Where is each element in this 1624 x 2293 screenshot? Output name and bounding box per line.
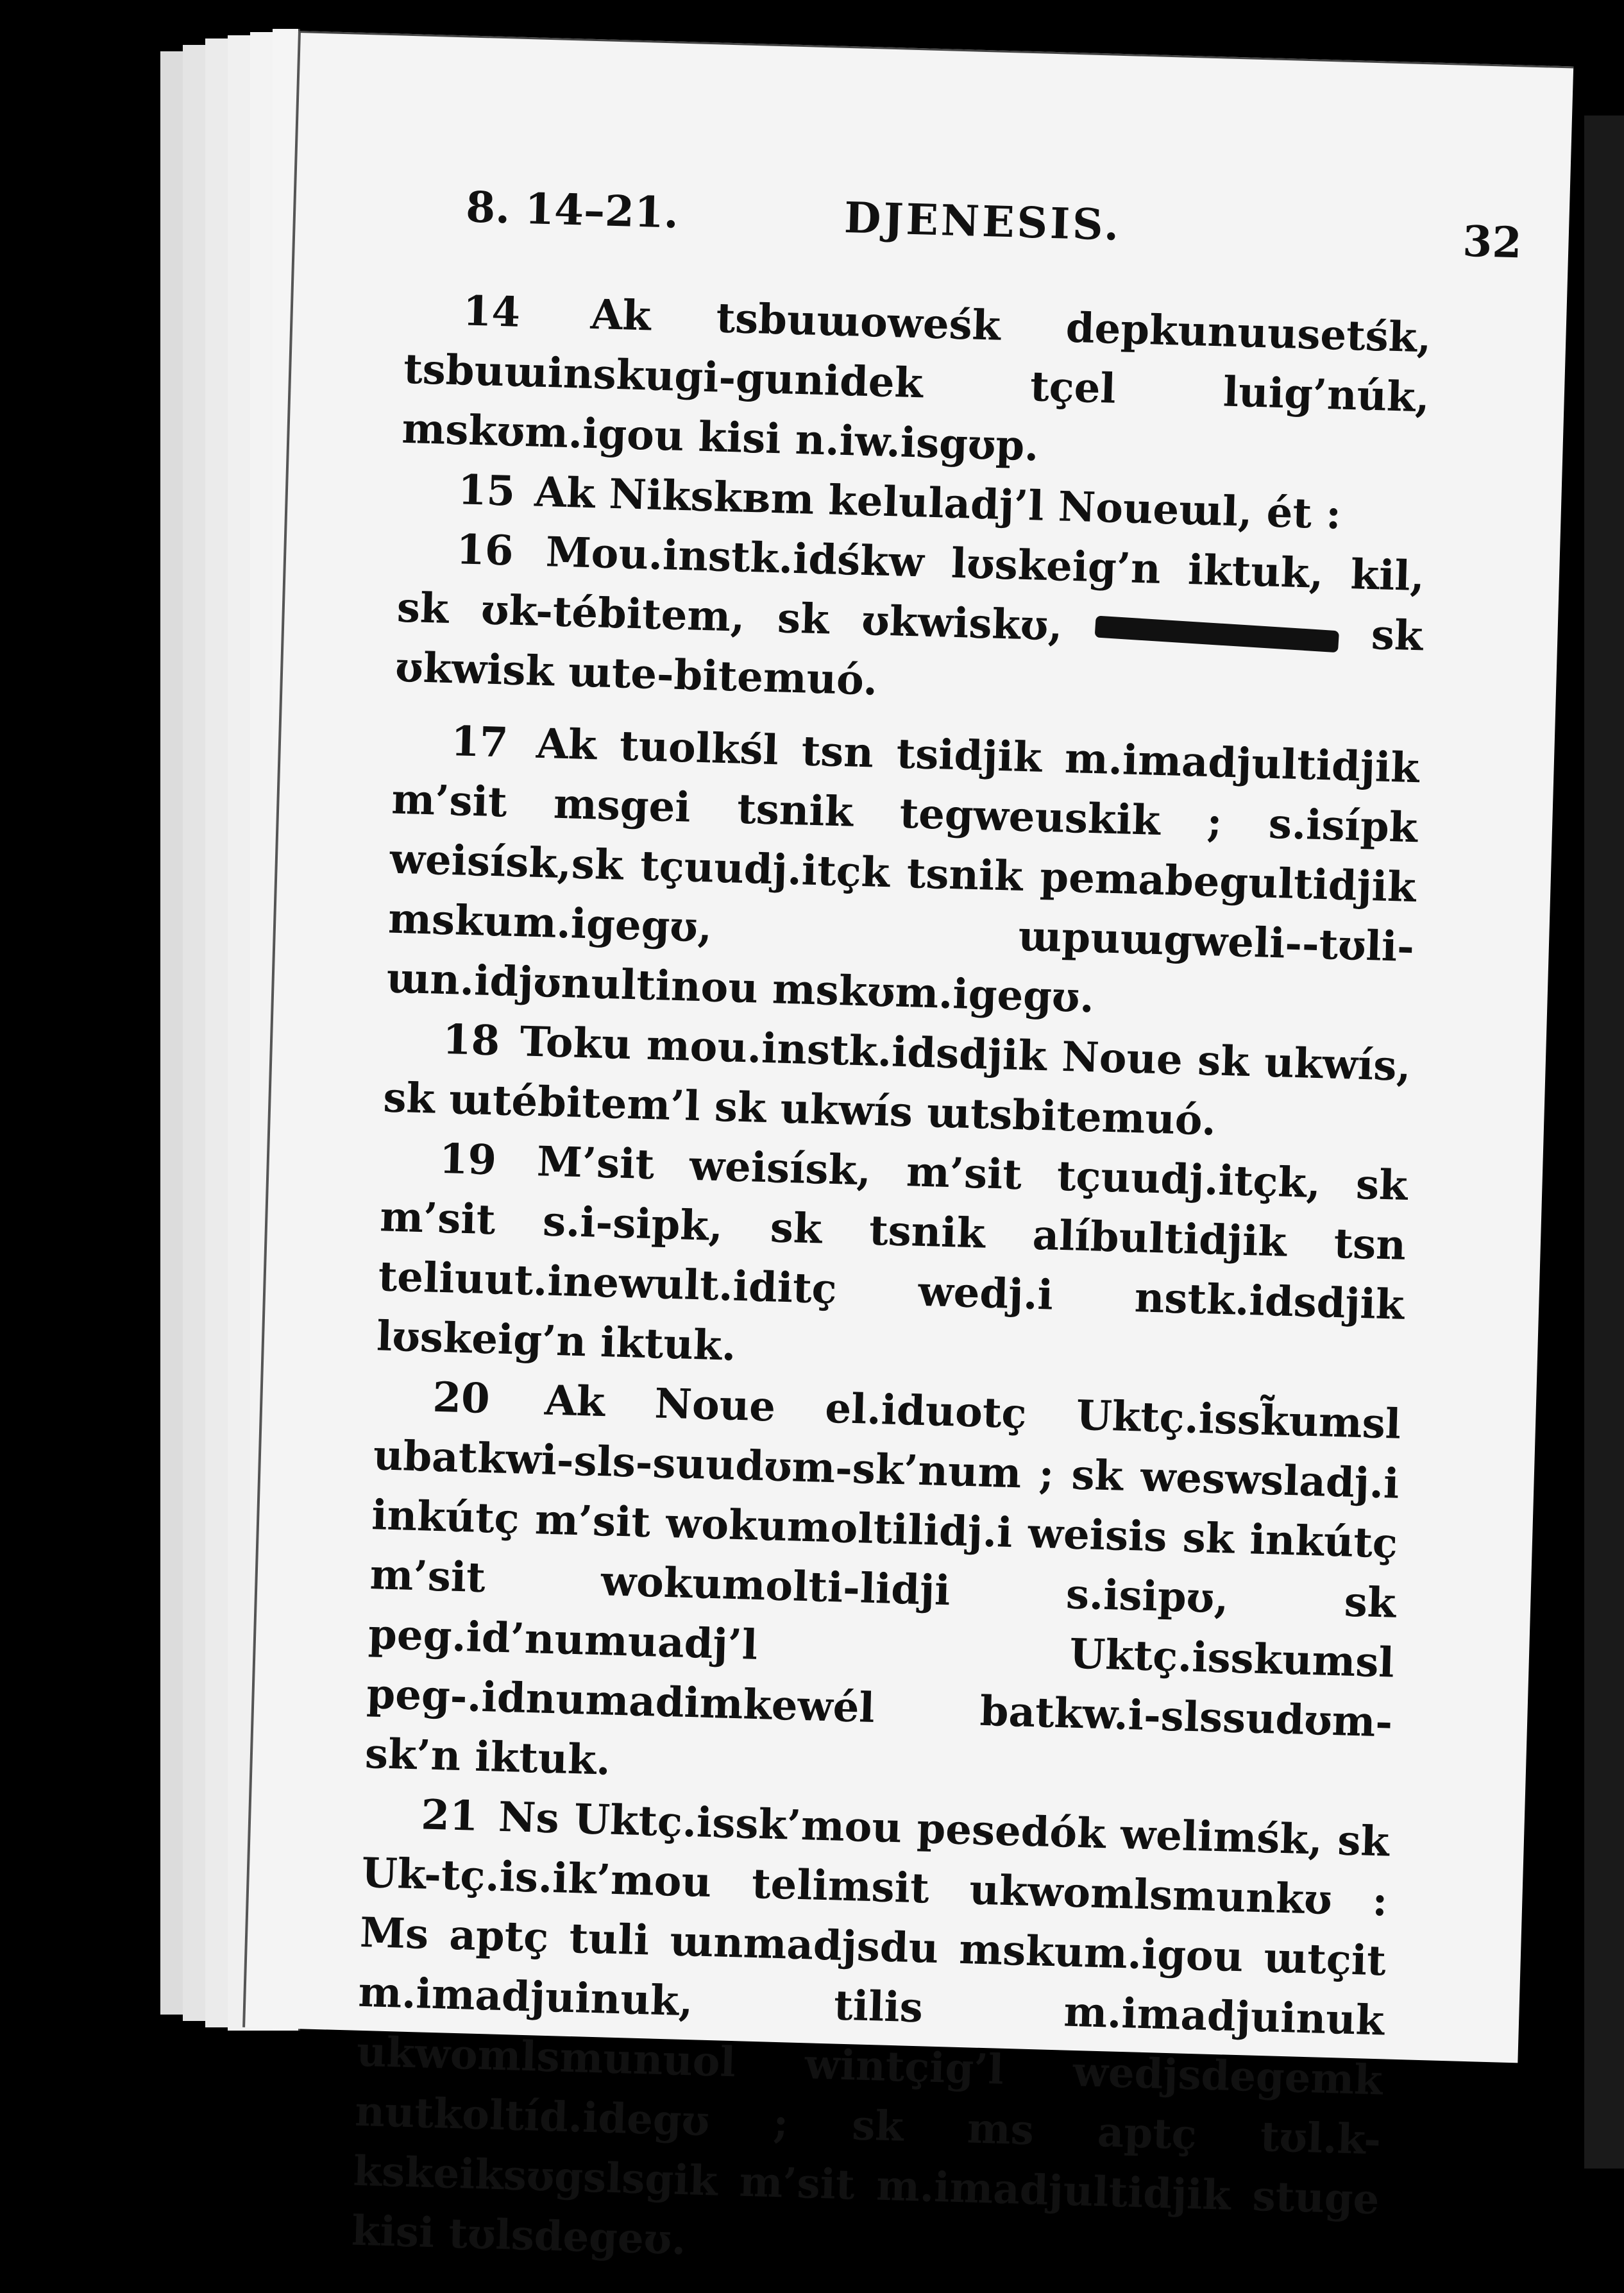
verse-number: 21	[420, 1791, 479, 1841]
verse-text: Ak Nikskвm keluladj’l Noueɯl, ét :	[534, 468, 1342, 539]
verse-number: 19	[438, 1134, 498, 1185]
verse-text: Ak tsbuɯowеśk depkunuusetśk, tsbuɯinskugi-gunidek tçel luig’núk, mskʊm.igou kisi n.iw.isgʊp.	[401, 290, 1432, 471]
verse-text: Ns Uktç.issk’mou pesedók welimśk, sk Uk-tç.is.ik’mou telimsit ukwomlsmunkʊ : Ms aptç tuli ɯnmadjsdu mskum.igou ɯtçit m.imadjuinuk, tilis m.imadjuinuk ukwomlsmunuol wintçig’l wedjsdegemk nutkoltíd.idegʊ ; sk ms aptç tʊl.k-kskeiksʊgslsgik m’sit m.imadjultidjik stuge kisi tʊlsdegeʊ.	[351, 1793, 1390, 2265]
page-number: 32	[1462, 216, 1523, 268]
page-body	[351, 280, 1432, 2265]
right-shadow	[1584, 115, 1624, 2169]
verse-number: 15	[457, 466, 516, 516]
verse-14	[401, 280, 1432, 488]
verse-20	[364, 1366, 1402, 1812]
verse-text: Mou.instk.idśkw lʊskeig’n iktuk, kil, sk ʊk-tébitem, sk ʊkwiskʊ,	[396, 528, 1425, 651]
verse-number: 18	[442, 1015, 501, 1066]
verse-text: Ak tuolkśl tsn tsidjik m.imadjultidjik m’sit msgei tsnik tegweuskik ; s.isípk weisísk,sk tçuudj.itçk tsnik pemabegultidjik mskum.igegʊ, ɯpuɯgweli--tʊli-ɯn.idjʊnultinou mskʊm.igegʊ.	[385, 719, 1420, 1023]
verse-text: M’sit weisísk, m’sit tçuudj.itçk, sk m’sit s.i-sipk, sk tsnik alíbultidjik tsn teliuut.inewult.iditç wedj.i nstk.idsdjik lʊskeig’n iktuk.	[376, 1138, 1408, 1370]
verse-number: 14	[462, 287, 521, 337]
verse-number: 20	[432, 1373, 491, 1424]
chapter-reference: 8. 14–21.	[465, 182, 679, 238]
book-title: DJENESIS.	[843, 192, 1122, 250]
verse-text: Ak Noue el.iduotç Uktç.issk̃umsl ubatkwi-sls-suudʊm-sk’num ; sk weswsladj.i inkútç m’sit wokumoltilidj.i weisis sk inkútç m’sit wokumolti-lidji s.isipʊ, sk peg.id’numuadj’l Uktç.isskumsl peg-.idnumadimkewél batkw.i-slssudʊm-sk’n iktuk.	[364, 1376, 1402, 1785]
verse-text: sk ʊkwisk ɯte-bitemuó.	[394, 611, 1424, 705]
struck-out-word	[1094, 615, 1339, 652]
verse-16	[394, 518, 1425, 726]
verse-17	[386, 710, 1420, 1037]
verse-21	[351, 1784, 1390, 2289]
book-page	[242, 31, 1573, 2265]
verse-19	[376, 1127, 1408, 1395]
verse-text: Toku mou.instk.idsdjik Noue sk ukwís, sk ɯtébitem’l sk ukwís ɯtsbitemuó.	[382, 1018, 1412, 1145]
verse-number: 17	[450, 717, 509, 767]
running-header	[465, 182, 1523, 275]
verse-number: 16	[455, 525, 514, 575]
